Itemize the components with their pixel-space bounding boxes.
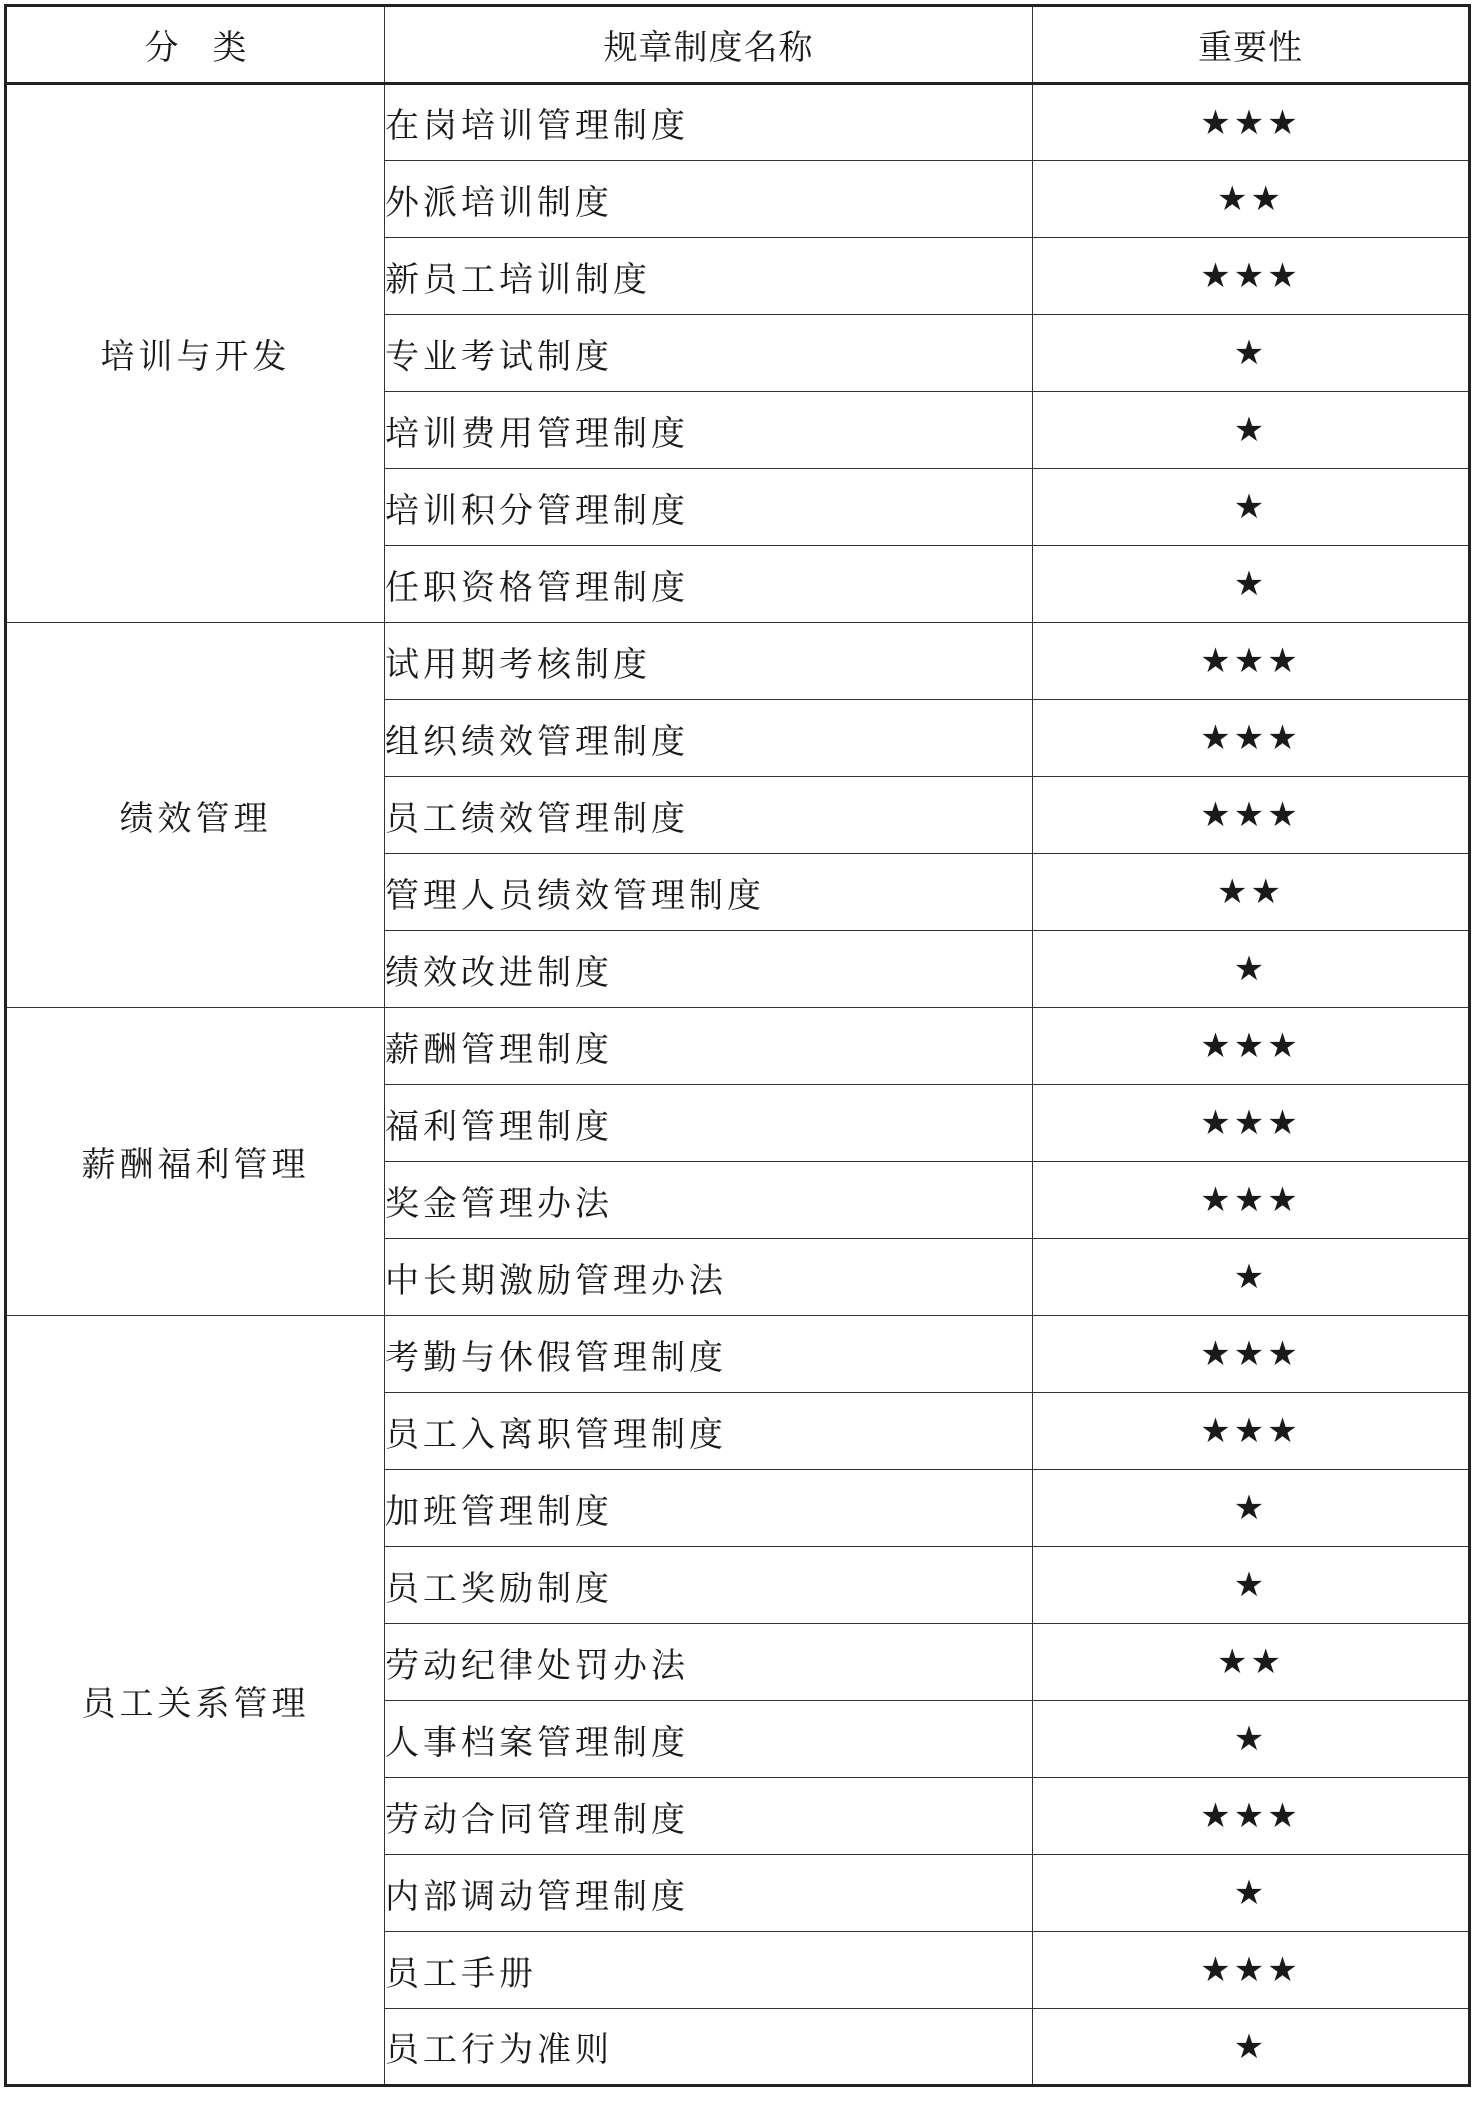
category-cell: 绩效管理 xyxy=(6,623,385,1008)
importance-stars: ★★ xyxy=(1033,161,1470,238)
table-row xyxy=(6,1316,1470,1393)
importance-stars: ★ xyxy=(1033,931,1470,1008)
policy-name-cell: 在岗培训管理制度 xyxy=(385,84,1033,161)
policy-name-cell: 员工行为准则 xyxy=(385,2009,1033,2086)
policy-name-cell: 管理人员绩效管理制度 xyxy=(385,854,1033,931)
category-cell: 培训与开发 xyxy=(6,84,385,623)
policy-name-cell: 中长期激励管理办法 xyxy=(385,1239,1033,1316)
policy-table xyxy=(4,4,1471,2087)
policy-name-cell: 内部调动管理制度 xyxy=(385,1855,1033,1932)
importance-stars: ★ xyxy=(1033,469,1470,546)
category-cell: 薪酬福利管理 xyxy=(6,1008,385,1316)
importance-stars: ★★★ xyxy=(1033,238,1470,315)
importance-stars: ★ xyxy=(1033,1701,1470,1778)
importance-stars: ★ xyxy=(1033,392,1470,469)
table-body xyxy=(6,84,1470,2086)
policy-name-cell: 劳动合同管理制度 xyxy=(385,1778,1033,1855)
importance-stars: ★★★ xyxy=(1033,1085,1470,1162)
importance-stars: ★★★ xyxy=(1033,777,1470,854)
policy-name-cell: 绩效改进制度 xyxy=(385,931,1033,1008)
table-row xyxy=(6,623,1470,700)
importance-stars: ★ xyxy=(1033,1239,1470,1316)
policy-name-cell: 考勤与休假管理制度 xyxy=(385,1316,1033,1393)
importance-stars: ★★ xyxy=(1033,1624,1470,1701)
importance-stars: ★ xyxy=(1033,1855,1470,1932)
importance-stars: ★★★ xyxy=(1033,1393,1470,1470)
importance-stars: ★★ xyxy=(1033,854,1470,931)
policy-name-cell: 新员工培训制度 xyxy=(385,238,1033,315)
table-header xyxy=(6,6,1470,84)
policy-name-cell: 试用期考核制度 xyxy=(385,623,1033,700)
importance-stars: ★ xyxy=(1033,1547,1470,1624)
importance-stars: ★★★ xyxy=(1033,1162,1470,1239)
importance-stars: ★ xyxy=(1033,1470,1470,1547)
importance-stars: ★ xyxy=(1033,315,1470,392)
table-row xyxy=(6,1008,1470,1085)
importance-stars: ★★★ xyxy=(1033,1316,1470,1393)
header-importance: 重要性 xyxy=(1033,6,1470,84)
importance-stars: ★★★ xyxy=(1033,623,1470,700)
policy-name-cell: 员工入离职管理制度 xyxy=(385,1393,1033,1470)
table-row xyxy=(6,84,1470,161)
policy-name-cell: 培训积分管理制度 xyxy=(385,469,1033,546)
policy-name-cell: 员工绩效管理制度 xyxy=(385,777,1033,854)
policy-name-cell: 专业考试制度 xyxy=(385,315,1033,392)
importance-stars: ★★★ xyxy=(1033,700,1470,777)
header-row xyxy=(6,6,1470,84)
policy-name-cell: 员工手册 xyxy=(385,1932,1033,2009)
policy-name-cell: 人事档案管理制度 xyxy=(385,1701,1033,1778)
policy-name-cell: 劳动纪律处罚办法 xyxy=(385,1624,1033,1701)
header-policy-name: 规章制度名称 xyxy=(385,6,1033,84)
policy-name-cell: 福利管理制度 xyxy=(385,1085,1033,1162)
importance-stars: ★★★ xyxy=(1033,1778,1470,1855)
category-cell: 员工关系管理 xyxy=(6,1316,385,2086)
importance-stars: ★★★ xyxy=(1033,1932,1470,2009)
importance-stars: ★★★ xyxy=(1033,84,1470,161)
policy-name-cell: 加班管理制度 xyxy=(385,1470,1033,1547)
policy-name-cell: 薪酬管理制度 xyxy=(385,1008,1033,1085)
header-category: 分 类 xyxy=(6,6,385,84)
policy-name-cell: 员工奖励制度 xyxy=(385,1547,1033,1624)
policy-name-cell: 组织绩效管理制度 xyxy=(385,700,1033,777)
policy-name-cell: 奖金管理办法 xyxy=(385,1162,1033,1239)
importance-stars: ★★★ xyxy=(1033,1008,1470,1085)
importance-stars: ★ xyxy=(1033,546,1470,623)
policy-name-cell: 外派培训制度 xyxy=(385,161,1033,238)
importance-stars: ★ xyxy=(1033,2009,1470,2086)
policy-name-cell: 任职资格管理制度 xyxy=(385,546,1033,623)
policy-name-cell: 培训费用管理制度 xyxy=(385,392,1033,469)
